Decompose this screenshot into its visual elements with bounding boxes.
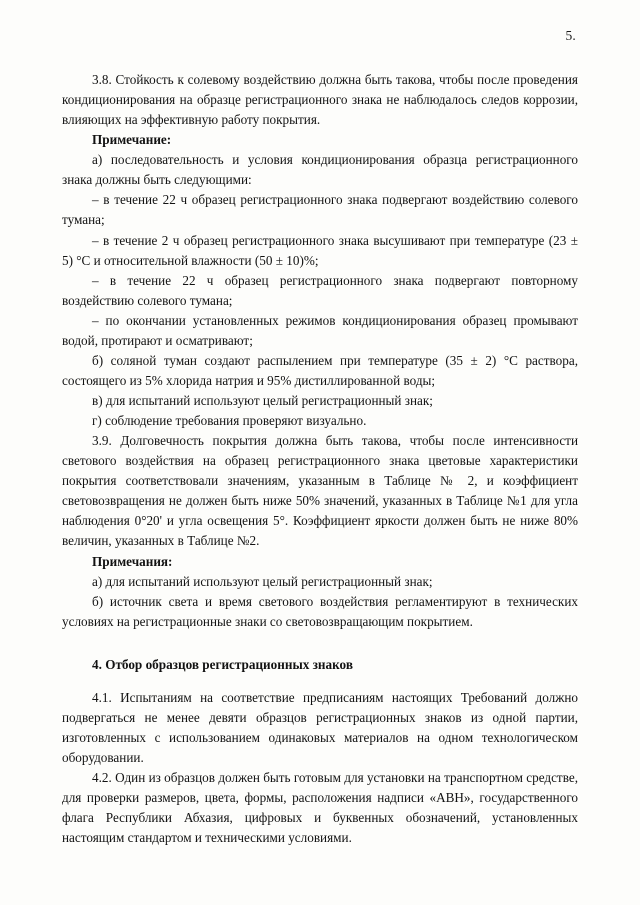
note-dash-item-3: – в течение 22 ч образец регистрационного знака подвергают повторному воздействию солевого тумана;	[62, 272, 578, 308]
section-spacer	[62, 632, 578, 638]
notes-item-a: а) для испытаний используют целый регистрационный знак;	[92, 573, 433, 589]
subhead-notes: Примечания:	[92, 553, 173, 569]
paragraph-3-8: 3.8. Стойкость к солевому воздействию должна быть такова, чтобы после проведения кондиционирования на образце регистрационного знака не наблюдалось следов коррозии, влияющих на эффективную работу покрытия.	[62, 72, 578, 128]
section-heading-4: 4. Отбор образцов регистрационных знаков	[92, 656, 353, 672]
note-item-b: б) соляной туман создают распылением при температуре (35 ± 2) °С раствора, состоящего из 5% хлорида натрия и 95% дистиллированной воды;	[62, 352, 578, 388]
note-item-v: в) для испытаний используют целый регистрационный знак;	[92, 393, 433, 408]
document-body	[62, 70, 578, 848]
note-item-a: а) последовательность и условия кондиционирования образца регистрационного знака должны быть следующими:	[62, 152, 578, 188]
note-dash-item-2: – в течение 2 ч образец регистрационного знака высушивают при температуре (23 ± 5) °С и относительной влажности (50 ± 10)%;	[62, 232, 578, 268]
paragraph-3-9: 3.9. Долговечность покрытия должна быть такова, чтобы после интенсивности светового воздействия на образец регистрационного знака цветовые характеристики покрытия соответствовали значениям, указанным в Таблице № 2, и коэффициент световозвращения не должен быть ниже 50% значений, указанных в Таблице №1 для угла наблюдения 0°20' и угла освещения 5°. Коэффициент яркости должен быть не ниже 80% величин, указанных в Таблице №2.	[62, 433, 578, 549]
notes-item-b: б) источник света и время светового воздействия регламентируют в технических условиях на регистрационные знаки со световозвращающим покрытием.	[62, 593, 578, 629]
note-item-g: г) соблюдение требования проверяют визуально.	[92, 413, 367, 429]
note-dash-item-4: – по окончании установленных режимов кондиционирования образец промывают водой, протирают и осматривают;	[62, 312, 578, 348]
page-number: 5.	[565, 28, 576, 43]
paragraph-4-1: 4.1. Испытаниям на соответствие предписаниям настоящих Требований должно подвергаться не менее девяти образцов регистрационных знаков из одной партии, изготовленных с использованием одинаковых материалов на одном технологическом оборудовании.	[62, 689, 578, 765]
note-dash-item-1: – в течение 22 ч образец регистрационного знака подвергают воздействию солевого тумана;	[62, 192, 578, 228]
paragraph-4-2: 4.2. Один из образцов должен быть готовым для установки на транспортном средстве, для проверки размеров, цвета, формы, расположения надписи «АВН», государственного флага Республики Абхазия, цифровых и буквенных обозначений, установленных настоящим стандартом и техническими условиями.	[62, 770, 578, 846]
subhead-note: Примечание:	[92, 132, 172, 148]
